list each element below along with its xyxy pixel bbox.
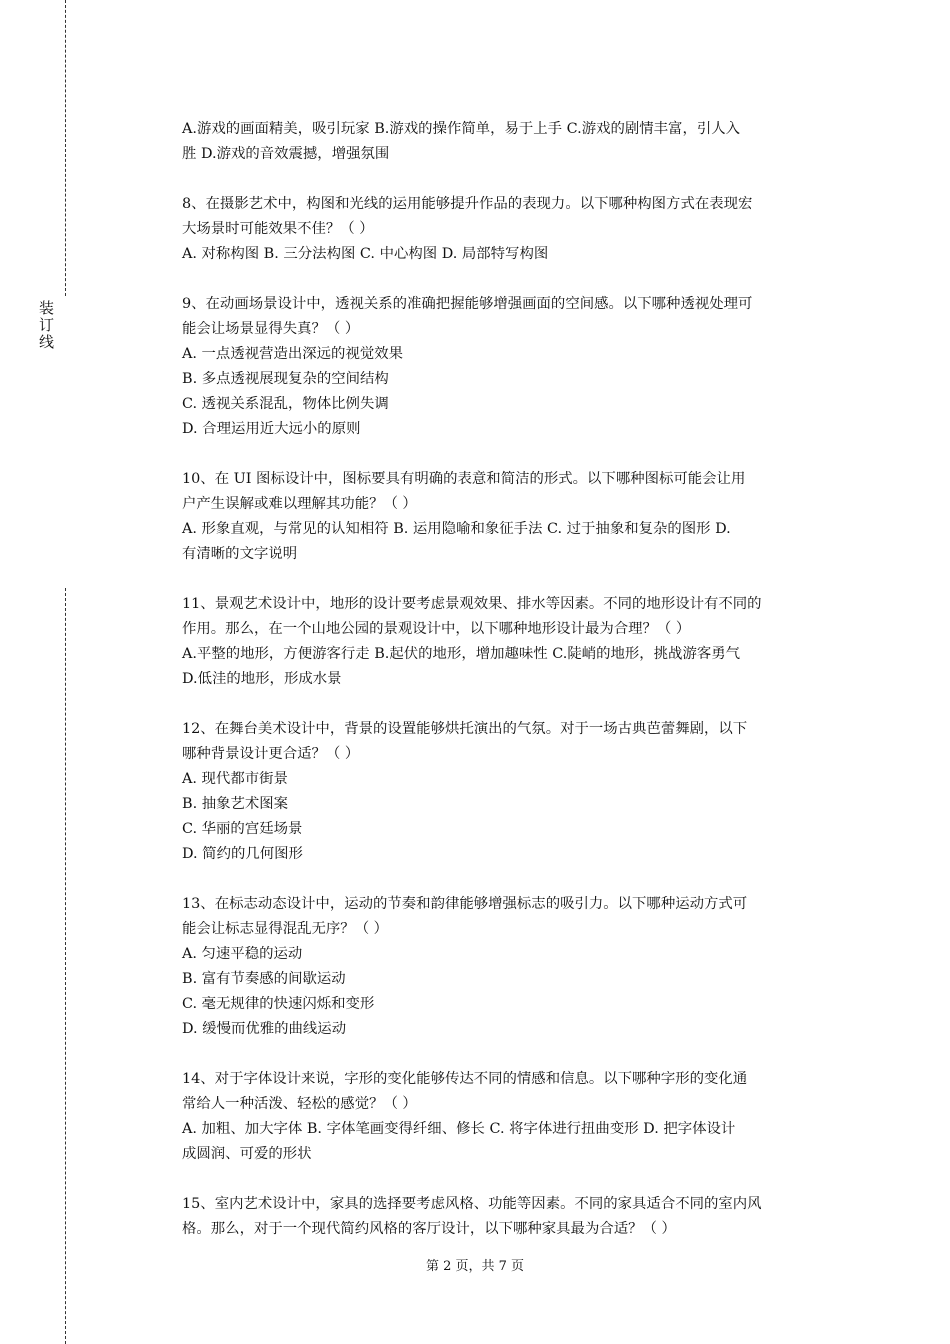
question-line: B. 多点透视展现复杂的空间结构: [182, 371, 389, 387]
binding-dashed-line-bottom: [65, 588, 66, 1344]
question-line: D. 简约的几何图形: [182, 846, 303, 862]
page-number-footer: 第 2 页，共 7 页: [425, 1259, 525, 1274]
question-line: A. 形象直观，与常见的认知相符 B. 运用隐喻和象征手法 C. 过于抽象和复杂的图形 D.: [182, 521, 731, 537]
question-line: 12、在舞台美术设计中，背景的设置能够烘托演出的气氛。对于一场古典芭蕾舞剧，以下: [182, 721, 748, 737]
question-line: 哪种背景设计更合适？（ ）: [182, 746, 360, 762]
question-line: 9、在动画场景设计中，透视关系的准确把握能够增强画面的空间感。以下哪种透视处理可: [182, 296, 753, 312]
question-line: C. 华丽的宫廷场景: [182, 821, 303, 837]
question-line: A. 一点透视营造出深远的视觉效果: [182, 346, 404, 362]
question-line: A.平整的地形，方便游客行走 B.起伏的地形，增加趣味性 C.陡峭的地形，挑战游客勇气: [182, 646, 741, 662]
question-line: 11、景观艺术设计中，地形的设计要考虑景观效果、排水等因素。不同的地形设计有不同的: [182, 596, 762, 612]
question-14: [182, 1067, 838, 1167]
question-line: 能会让标志显得混乱无序？（ ）: [182, 921, 389, 937]
question-line: 格。那么，对于一个现代简约风格的客厅设计，以下哪种家具最为合适？（ ）: [182, 1221, 676, 1237]
question-line: A. 匀速平稳的运动: [182, 946, 303, 962]
question-line: 15、室内艺术设计中，家具的选择要考虑风格、功能等因素。不同的家具适合不同的室内风: [182, 1196, 762, 1212]
question-line: B. 富有节奏感的间歇运动: [182, 971, 346, 987]
question-line: A. 加粗、加大字体 B. 字体笔画变得纤细、修长 C. 将字体进行扭曲变形 D. 把字体设计: [182, 1121, 736, 1137]
question-line: 常给人一种活泼、轻松的感觉？（ ）: [182, 1096, 417, 1112]
question-line: 有清晰的文字说明: [182, 546, 298, 562]
question-13: [182, 892, 838, 1042]
question-line: 14、对于字体设计来说，字形的变化能够传达不同的情感和信息。以下哪种字形的变化通: [182, 1071, 748, 1087]
question-12: [182, 717, 838, 867]
question-line: 大场景时可能效果不佳？（ ）: [182, 221, 374, 237]
question-line: D.低洼的地形，形成水景: [182, 671, 342, 687]
question-line: 户产生误解或难以理解其功能？（ ）: [182, 496, 417, 512]
question-7-options: [182, 117, 838, 167]
question-15: [182, 1192, 838, 1242]
question-10: [182, 467, 838, 567]
question-line: 能会让场景显得失真？（ ）: [182, 321, 360, 337]
question-line: 10、在 UI 图标设计中，图标要具有明确的表意和简洁的形式。以下哪种图标可能会让用: [182, 471, 746, 487]
question-line: 成圆润、可爱的形状: [182, 1146, 312, 1162]
question-line: D. 缓慢而优雅的曲线运动: [182, 1021, 347, 1037]
question-content: [182, 117, 838, 1267]
question-line: C. 毫无规律的快速闪烁和变形: [182, 996, 375, 1012]
question-line: A.游戏的画面精美，吸引玩家 B.游戏的操作简单，易于上手 C.游戏的剧情丰富，引人入: [182, 121, 741, 137]
question-line: 8、在摄影艺术中，构图和光线的运用能够提升作品的表现力。以下哪种构图方式在表现宏: [182, 196, 753, 212]
binding-dashed-line-top: [65, 0, 66, 296]
question-line: C. 透视关系混乱，物体比例失调: [182, 396, 389, 412]
question-9: [182, 292, 838, 442]
binding-line-label: 装订线: [37, 300, 55, 351]
question-line: A. 对称构图 B. 三分法构图 C. 中心构图 D. 局部特写构图: [182, 246, 549, 262]
question-line: 作用。那么，在一个山地公园的景观设计中，以下哪种地形设计最为合理？（ ）: [182, 621, 691, 637]
question-8: [182, 192, 838, 267]
question-line: 胜 D.游戏的音效震撼，增强氛围: [182, 146, 390, 162]
question-line: 13、在标志动态设计中，运动的节奏和韵律能够增强标志的吸引力。以下哪种运动方式可: [182, 896, 748, 912]
question-line: D. 合理运用近大远小的原则: [182, 421, 361, 437]
question-line: B. 抽象艺术图案: [182, 796, 289, 812]
question-11: [182, 592, 838, 692]
question-line: A. 现代都市街景: [182, 771, 288, 787]
